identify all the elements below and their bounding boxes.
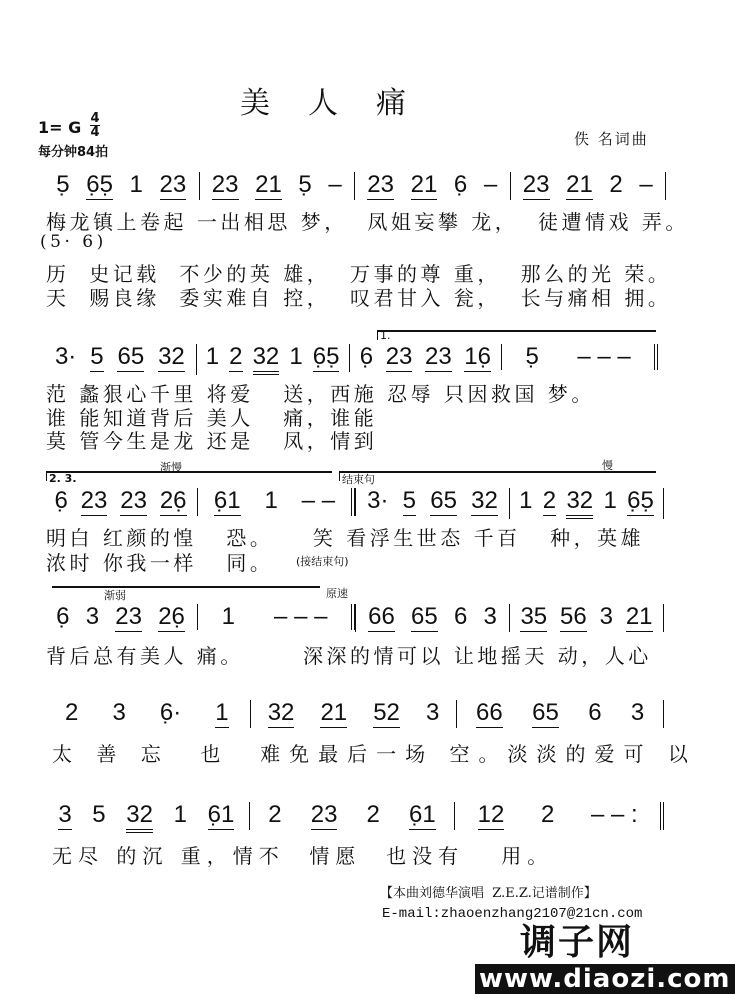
note-group xyxy=(403,488,416,516)
composer-credit: 佚 名词曲 xyxy=(574,130,649,148)
beam-underline xyxy=(126,829,153,830)
note-group xyxy=(58,802,71,830)
note-group xyxy=(54,488,67,514)
beam-underline xyxy=(214,515,241,516)
note: 32 xyxy=(126,801,153,828)
note-group xyxy=(373,700,400,728)
note-group xyxy=(566,172,593,200)
volta-bracket-23 xyxy=(46,471,332,485)
beam-underline xyxy=(476,727,503,728)
note: 23 xyxy=(120,487,147,514)
note-group xyxy=(215,700,228,728)
note: 21 xyxy=(566,171,593,198)
note: 2 xyxy=(268,801,282,828)
note: 3 xyxy=(483,603,497,630)
beam-underline xyxy=(560,631,587,632)
note-group xyxy=(588,700,601,726)
note-group xyxy=(274,604,327,630)
note: 6̣5̣ xyxy=(312,343,340,370)
note: 66 xyxy=(368,603,395,630)
note-group xyxy=(229,344,242,372)
note: – – : xyxy=(590,801,638,828)
note: 6̣ xyxy=(359,343,374,370)
note: 35 xyxy=(520,603,548,630)
note-group xyxy=(160,172,187,200)
note-group xyxy=(298,172,311,198)
lyric-line: 莫 管今生是龙 还是 凤，情到 xyxy=(46,429,378,453)
beam-underline xyxy=(90,371,103,372)
note-group xyxy=(212,172,239,200)
note: 56 xyxy=(560,603,587,630)
note-group xyxy=(90,344,103,372)
beam-underline xyxy=(126,832,153,833)
note: 1 xyxy=(215,699,229,726)
note-group xyxy=(117,344,144,372)
measure xyxy=(44,172,199,200)
beam-underline xyxy=(566,199,593,200)
note-group xyxy=(311,802,338,830)
note: – xyxy=(328,171,342,198)
note: 52 xyxy=(373,699,400,726)
beam-underline xyxy=(368,631,395,632)
note-group xyxy=(158,604,185,632)
note: 2 xyxy=(542,487,557,514)
note-group xyxy=(566,488,593,519)
note-group xyxy=(426,700,439,726)
beam-underline xyxy=(471,515,498,516)
lyric-line: 历 史记载 不少的英 雄， 万事的尊 重， 那么的光 荣。 xyxy=(46,262,672,286)
note-group xyxy=(208,802,235,830)
beam-underline xyxy=(158,371,185,372)
volta-bracket-1 xyxy=(377,330,656,340)
note: 66 xyxy=(476,699,503,726)
beam-underline xyxy=(86,199,113,200)
note: 1 xyxy=(264,487,278,514)
note-group xyxy=(255,172,282,200)
measure xyxy=(197,488,355,516)
slow-mark: 慢 xyxy=(602,459,613,472)
measure xyxy=(349,344,502,372)
note: 6̣1 xyxy=(207,801,235,828)
note: 32 xyxy=(252,343,280,370)
note-group xyxy=(639,172,652,198)
beam-underline xyxy=(373,727,400,728)
lyric-line: 天 赐良缘 委实难自 控， 叹君甘入 瓮， 长与痛相 拥。 xyxy=(46,286,672,310)
note-group xyxy=(526,344,539,370)
measure xyxy=(354,172,510,200)
note: 3 xyxy=(599,603,613,630)
note-group xyxy=(126,802,153,833)
beam-underline xyxy=(311,829,338,830)
beam-underline xyxy=(409,829,436,830)
lyric-line: 浓时 你我一样 同。 xyxy=(46,551,274,575)
beam-underline xyxy=(543,515,556,516)
beam-underline xyxy=(160,199,187,200)
measure xyxy=(196,344,349,375)
note-group xyxy=(425,344,452,372)
note: – – xyxy=(301,487,336,514)
beam-underline xyxy=(158,631,185,632)
note-group xyxy=(541,802,554,828)
note: 2 xyxy=(65,699,79,726)
note: 21 xyxy=(255,171,282,198)
note: 6̣1 xyxy=(213,487,241,514)
measure xyxy=(44,488,197,516)
measure xyxy=(44,802,249,833)
note: 23 xyxy=(424,343,452,370)
beam-underline xyxy=(313,371,340,372)
beam-underline xyxy=(411,631,438,632)
note-group xyxy=(222,604,235,630)
note: 5 xyxy=(90,343,104,370)
song-title: 美人痛 xyxy=(240,86,444,121)
note-group xyxy=(591,802,638,828)
email: E-mail:zhaoenzhang2107@21cn.com xyxy=(382,906,643,922)
note-group xyxy=(158,344,185,372)
note: 26̣ xyxy=(159,487,187,514)
watermark-logo: 调子网 xyxy=(520,922,635,963)
note-group xyxy=(631,700,644,726)
note-group xyxy=(411,604,438,632)
note-group xyxy=(523,172,550,200)
note-group xyxy=(484,172,497,198)
watermark-url: www.diaozi.com xyxy=(475,964,735,994)
beam-underline xyxy=(626,631,653,632)
notation-row-1 xyxy=(44,172,666,206)
beam-underline xyxy=(115,631,142,632)
beam-underline xyxy=(212,199,239,200)
beam-underline xyxy=(253,374,280,375)
note-group xyxy=(65,700,78,726)
volta-label: 1. xyxy=(380,329,391,342)
note-group xyxy=(367,802,380,828)
note-group xyxy=(55,344,76,370)
note-group xyxy=(577,344,630,370)
note: – – – xyxy=(274,603,328,630)
measure xyxy=(250,700,457,728)
measure xyxy=(501,344,658,370)
note-group xyxy=(430,488,457,516)
beam-underline xyxy=(532,727,559,728)
note-group xyxy=(206,344,219,370)
measure xyxy=(509,604,664,632)
note: 23 xyxy=(80,487,108,514)
note: 6̣ xyxy=(56,603,70,630)
beam-underline xyxy=(403,515,416,516)
time-bottom: 4 xyxy=(90,125,100,140)
note: 6̣ xyxy=(453,171,468,198)
beam-underline xyxy=(268,727,295,728)
note: 6 xyxy=(588,699,602,726)
measure xyxy=(44,344,196,372)
note: – xyxy=(639,171,653,198)
note: 32 xyxy=(471,487,498,514)
note-group xyxy=(253,344,280,375)
note-group xyxy=(386,344,413,372)
lyric-line: 明白 红颜的惶 恐。 笑 看浮生世态 千百 种，英雄 xyxy=(46,526,645,550)
diminuendo-mark: 渐弱 xyxy=(104,589,126,602)
note: 5̣ xyxy=(56,171,70,198)
note-group xyxy=(478,802,505,830)
note: 21 xyxy=(320,699,348,726)
beam-underline xyxy=(430,515,457,516)
note-group xyxy=(264,488,277,514)
measure xyxy=(355,604,509,632)
note: 1 xyxy=(221,603,235,630)
note: 65 xyxy=(117,343,145,370)
measure xyxy=(249,802,455,830)
measure xyxy=(510,172,667,200)
note-group xyxy=(313,344,340,372)
note: 65 xyxy=(411,603,438,630)
note-group xyxy=(454,604,467,630)
beam-underline xyxy=(160,515,187,516)
beam-underline xyxy=(520,631,547,632)
note-group xyxy=(115,604,142,632)
note: 32 xyxy=(267,699,295,726)
note: 23 xyxy=(115,603,142,630)
note: 1 xyxy=(173,801,187,828)
beam-underline xyxy=(411,199,438,200)
note-group xyxy=(368,604,395,632)
note-group xyxy=(367,172,394,200)
note-group xyxy=(543,488,556,516)
beam-underline xyxy=(627,515,654,516)
note-group xyxy=(302,488,335,514)
beam-underline xyxy=(367,199,394,200)
note-group xyxy=(484,604,497,630)
ending-line xyxy=(52,586,320,588)
notation-row-3 xyxy=(44,488,664,522)
lyric-line: 太 善 忘 也 难免最后一场 空。淡淡的爱可 以 xyxy=(52,742,697,766)
note: 12 xyxy=(477,801,505,828)
note: 3 xyxy=(425,699,440,726)
measure xyxy=(44,700,250,728)
note-group xyxy=(454,172,467,198)
note-group xyxy=(532,700,559,728)
beam-underline xyxy=(58,829,71,830)
note: 1 xyxy=(603,487,617,514)
a-tempo-mark: 原速 xyxy=(326,587,348,600)
note-group xyxy=(603,488,616,514)
beam-underline xyxy=(215,727,228,728)
note: 23 xyxy=(367,171,394,198)
note: 3 xyxy=(630,699,645,726)
note: 21 xyxy=(410,171,438,198)
note: 6̣5̣ xyxy=(627,487,654,514)
note: 32 xyxy=(158,343,185,370)
lyric-line: 范 蠡狠心千里 将爱 送，西施 忍辱 只因救国 梦。 xyxy=(46,382,595,406)
measure xyxy=(509,488,664,519)
note-group xyxy=(214,488,241,516)
note: 3 xyxy=(58,801,72,828)
note-group xyxy=(289,344,302,370)
beam-underline xyxy=(255,199,282,200)
note: 3 xyxy=(85,603,100,630)
note-group xyxy=(86,604,99,630)
measure xyxy=(197,604,355,630)
beam-underline xyxy=(425,371,452,372)
note-group xyxy=(409,802,436,830)
beam-underline xyxy=(81,515,108,516)
note-group xyxy=(112,700,125,726)
measure xyxy=(456,700,664,728)
note-group xyxy=(160,488,187,516)
beam-underline xyxy=(208,829,235,830)
key-signature: 1= G xyxy=(38,118,82,137)
note-group xyxy=(56,172,69,198)
note-group xyxy=(328,172,341,198)
note-group xyxy=(86,172,113,200)
beam-underline xyxy=(117,371,144,372)
ending-label: 结束句 xyxy=(342,473,375,486)
note-group xyxy=(130,172,143,198)
note-group xyxy=(560,604,587,632)
note-group xyxy=(160,700,181,726)
volta-label: 2. 3. xyxy=(49,472,77,485)
note: – xyxy=(483,171,498,198)
note: 65 xyxy=(430,487,457,514)
performer-credit: 【本曲刘德华演唱 Z.E.Z.记谱制作】 xyxy=(380,886,597,901)
notation-row-4 xyxy=(44,604,664,638)
measure xyxy=(199,172,355,200)
note-group xyxy=(174,802,187,828)
note-group xyxy=(520,604,547,632)
measure xyxy=(355,488,509,516)
beam-underline xyxy=(120,515,147,516)
time-top: 4 xyxy=(90,111,100,126)
note-group xyxy=(367,488,388,514)
note-group xyxy=(268,700,295,728)
intro-notes: (5· 6) xyxy=(40,232,107,252)
ritardando-mark: 渐慢 xyxy=(160,461,182,474)
beam-underline xyxy=(253,371,280,372)
note: 5̣ xyxy=(298,171,312,198)
note: 6̣5̣ xyxy=(86,171,113,198)
beam-underline xyxy=(566,515,593,516)
note: 5 xyxy=(402,487,417,514)
measure xyxy=(44,604,197,632)
ending-bracket xyxy=(339,471,656,486)
note-group xyxy=(56,604,69,630)
note: 23 xyxy=(522,171,550,198)
note-group xyxy=(81,488,108,516)
note: 5 xyxy=(92,801,106,828)
beam-underline xyxy=(386,371,413,372)
note: 23 xyxy=(310,801,338,828)
note-group xyxy=(519,488,532,514)
note-group xyxy=(464,344,491,372)
note: 3· xyxy=(367,487,389,514)
time-signature xyxy=(90,112,100,139)
note-group xyxy=(609,172,622,198)
beam-underline xyxy=(478,829,505,830)
lyric-line: 无尽 的沉 重，情不 情愿 也没有 用。 xyxy=(52,844,554,868)
note-group xyxy=(471,488,498,516)
beam-underline xyxy=(320,727,347,728)
note: 2 xyxy=(540,801,555,828)
note-group xyxy=(411,172,438,200)
note: 1 xyxy=(289,343,303,370)
note: – – – xyxy=(577,343,631,370)
note-group xyxy=(627,488,654,516)
beam-underline xyxy=(229,371,242,372)
note-group xyxy=(360,344,373,370)
note: 6̣· xyxy=(159,699,182,726)
note: 23 xyxy=(385,343,413,370)
note: 23 xyxy=(211,171,239,198)
note: 6̣ xyxy=(54,487,68,514)
note-group xyxy=(268,802,281,828)
note: 5̣ xyxy=(525,343,539,370)
beam-underline xyxy=(566,518,593,519)
note: 2 xyxy=(229,343,243,370)
note: 65 xyxy=(532,699,559,726)
tempo: 每分钟84拍 xyxy=(38,145,109,160)
beam-underline xyxy=(464,371,491,372)
measure xyxy=(454,802,664,830)
notation-row-6 xyxy=(44,802,664,836)
note-group xyxy=(320,700,347,728)
lyric-line: 背后总有美人 痛。 深深的情可以 让地摇天 动，人心 xyxy=(46,644,652,668)
note: 21 xyxy=(625,603,653,630)
lyric-line: 梅龙镇上卷起 一出相思 梦， 凤姐妄攀 龙， 徒遭情戏 弄。 xyxy=(46,210,689,234)
to-ending-note: (接结束句) xyxy=(296,555,349,568)
note-group xyxy=(626,604,653,632)
note: 23 xyxy=(159,171,187,198)
note: 6 xyxy=(453,603,468,630)
note: 16̣ xyxy=(464,343,491,370)
note: 3 xyxy=(112,699,126,726)
note: 1 xyxy=(519,487,533,514)
notation-row-5 xyxy=(44,700,664,734)
note-group xyxy=(600,604,613,630)
note-group xyxy=(92,802,105,828)
beam-underline xyxy=(523,199,550,200)
note: 1 xyxy=(205,343,220,370)
notation-row-2 xyxy=(44,344,658,378)
note: 2 xyxy=(366,801,380,828)
note-group xyxy=(476,700,503,728)
lyric-line: 谁 能知道背后 美人 痛，谁能 xyxy=(46,406,378,430)
note-group xyxy=(120,488,147,516)
note: 6̣1 xyxy=(409,801,436,828)
note: 26̣ xyxy=(158,603,185,630)
note: 32 xyxy=(566,487,594,514)
note: 3· xyxy=(54,343,77,370)
note: 1 xyxy=(129,171,143,198)
note: 2 xyxy=(609,171,623,198)
